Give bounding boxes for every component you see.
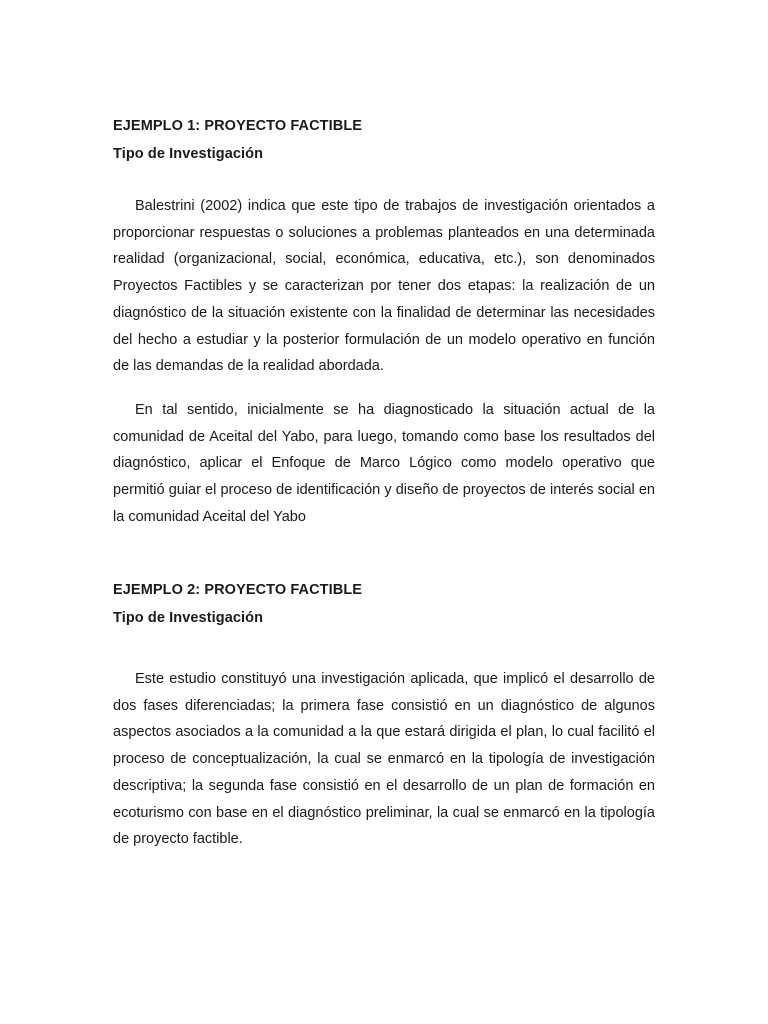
section-2-subheading: Tipo de Investigación	[113, 610, 264, 626]
section-1-paragraph-2: En tal sentido, inicialmente se ha diagnosticado la situación actual de la comunidad de Aceital del Yabo, para luego, tomando como base los resultados del diagnóstico, aplicar el Enfoque de Marco Lógico como modelo operativo que permitió guiar el proceso de identificación y diseño de proyectos de interés social en la comunidad Aceital del Yabo	[113, 402, 655, 525]
section-1-heading: EJEMPLO 1: PROYECTO FACTIBLE	[113, 118, 363, 134]
section-1-paragraph-1: Balestrini (2002) indica que este tipo de trabajos de investigación orientados a proporcionar respuestas o soluciones a problemas planteados en una determinada realidad (organizacional, social, económica, educativa, etc.), son denominados Proyectos Factibles y se caracterizan por tener dos etapas: la realización de un diagnóstico de la situación existente con la finalidad de determinar las necesidades del hecho a estudiar y la posterior formulación de un modelo operativo en función de las demandas de la realidad abordada.	[113, 198, 655, 375]
section-1-subheading: Tipo de Investigación	[113, 146, 264, 162]
section-2-heading: EJEMPLO 2: PROYECTO FACTIBLE	[113, 582, 363, 598]
section-2-paragraph-1: Este estudio constituyó una investigación aplicada, que implicó el desarrollo de dos fases diferenciadas; la primera fase consistió en un diagnóstico de algunos aspectos asociados a la comunidad a la que estará dirigida el plan, lo cual facilitó el proceso de conceptualización, la cual se enmarcó en la tipología de investigación descriptiva; la segunda fase consistió en el desarrollo de un plan de formación en ecoturismo con base en el diagnóstico preliminar, la cual se enmarcó en la tipología de proyecto factible.	[113, 671, 655, 848]
